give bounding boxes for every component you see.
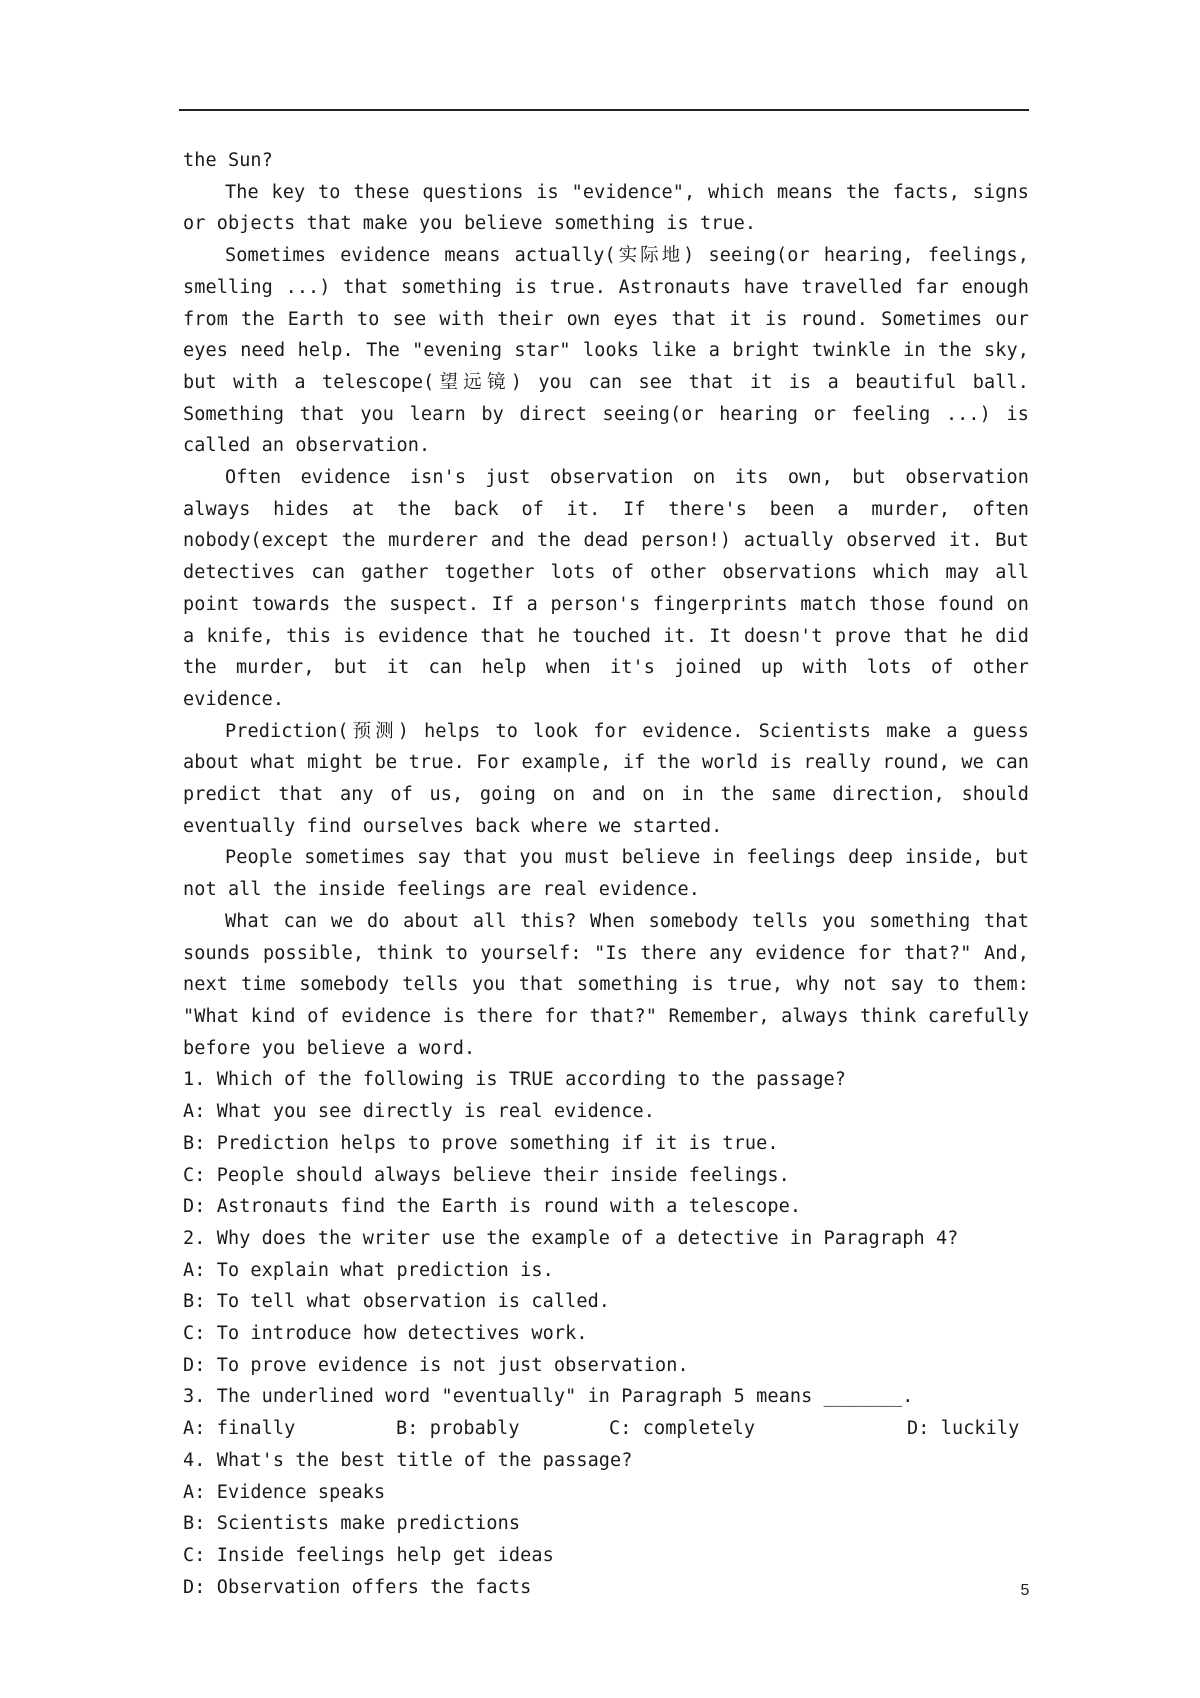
option-a: A: To explain what prediction is. [183,1259,554,1281]
passage-paragraph: Sometimes evidence means actually(实际地) seeing(or hearing, feelings, smelling ...) that something is true. Astronauts have travelled far enough from the Earth to see with their own eyes that it is round. Sometimes our eyes need help. The "evening star" looks like a bright twinkle in the sky, but with a telescope(望远镜) you can see that it is a beautiful ball. Something that you learn by direct seeing(or hearing or feeling ...) is called an observation. [183,245,1029,457]
header-rule [179,109,1029,111]
question-stem: 4. What's the best title of the passage? [183,1449,633,1471]
page-number: 5 [1020,1582,1030,1599]
option-a: A: What you see directly is real evidence. [183,1101,655,1123]
question-stem: 2. Why does the writer use the example of a detective in Paragraph 4? [183,1227,959,1249]
option-c: C: Inside feelings help get ideas [183,1544,554,1566]
document-body [183,145,1029,1603]
passage-paragraph: Prediction(预测) helps to look for evidence. Scientists make a guess about what might be true. For example, if the world is really round, we can predict that any of us, going on and on in the same direction, should eventually find ourselves back where we started. [183,720,1029,837]
question-stem: 3. The underlined word "eventually" in Paragraph 5 means _______. [183,1386,914,1408]
option-b: B: Prediction helps to prove something if it is true. [183,1132,779,1154]
question-3 [183,1381,1029,1444]
question-2 [183,1223,1029,1382]
option-a: A: Evidence speaks [183,1481,386,1503]
option-b: B: probably [396,1418,520,1440]
option-d: D: luckily [907,1418,1020,1440]
option-row [183,1413,1029,1445]
option-d: D: Astronauts find the Earth is round with a telescope. [183,1196,802,1218]
question-1 [183,1064,1029,1223]
option-d: D: To prove evidence is not just observation. [183,1354,689,1376]
passage-paragraph: What can we do about all this? When somebody tells you something that sounds possible, think to yourself: "Is there any evidence for that?" And, next time somebody tells you that something is true, why not say to them: "What kind of evidence is there for that?" Remember, always think carefully before you believe a word. [183,910,1029,1059]
question-4 [183,1445,1029,1604]
option-c: C: completely [609,1418,756,1440]
passage-paragraph: The key to these questions is "evidence", which means the facts, signs or objects that make you believe something is true. [183,181,1029,235]
passage-paragraph: Often evidence isn's just observation on its own, but observation always hides at the back of it. If there's been a murder, often nobody(except the murderer and the dead person!) actually observed it. But detectives can gather together lots of other observations which may all point towards the suspect. If a person's fingerprints match those found on a knife, this is evidence that he touched it. It doesn't prove that he did the murder, but it can help when it's joined up with lots of other evidence. [183,467,1029,710]
option-a: A: finally [183,1418,296,1440]
option-c: C: To introduce how detectives work. [183,1323,588,1345]
option-c: C: People should always believe their inside feelings. [183,1164,790,1186]
passage-paragraph: the Sun? [183,150,273,171]
option-b: B: Scientists make predictions [183,1513,521,1535]
question-stem: 1. Which of the following is TRUE according to the passage? [183,1069,847,1091]
option-d: D: Observation offers the facts [183,1576,532,1598]
passage-paragraph: People sometimes say that you must believe in feelings deep inside, but not all the inside feelings are real evidence. [183,847,1029,901]
passage [183,145,1029,1064]
option-b: B: To tell what observation is called. [183,1291,611,1313]
